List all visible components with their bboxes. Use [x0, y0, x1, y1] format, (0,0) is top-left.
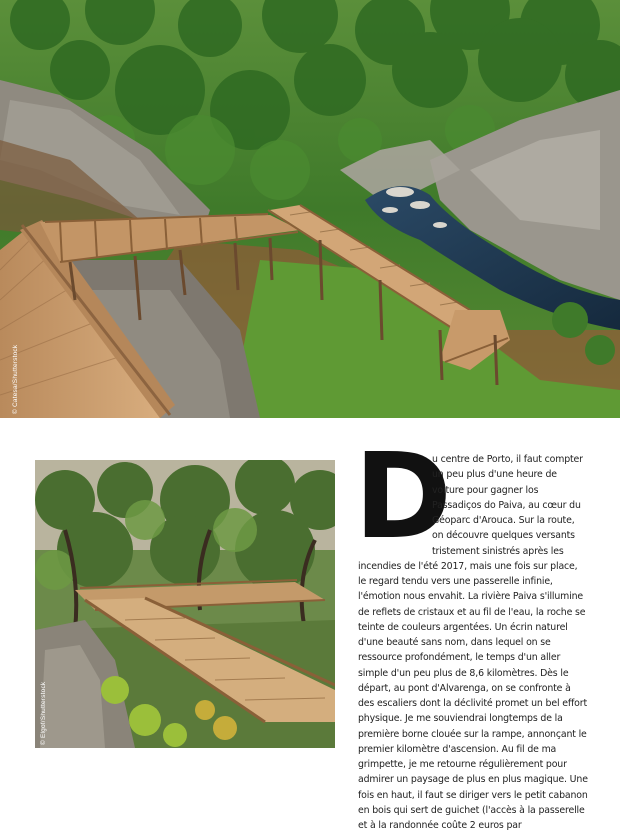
- article-body: [354, 427, 588, 833]
- photo-credit: © Elgof/Shutterstock: [40, 681, 47, 745]
- article-paragraph: u centre de Porto, il faut compter un peu plus d'une heure de voiture pour gagner los Passadiços do Paiva, au cœur du Géoparc d'Arouca. Sur la route, on découvre quelques versants tristement sinistrés après les incendies de l'été 2017, mais une fois sur place, le regard tendu vers une passerelle infinie, l'émotion nous envahit. La rivière Paiva s'illumine de reflets de cristaux et au fil de l'eau, la roche se teinte de couleurs argentées. Un écrin naturel d'une beauté sans nom, dans lequel on se ressource profondément, le temps d'un aller simple d'un peu plus de 8,6 kilomètres. Dès le départ, au pont d'Alvarenga, on se confronte à des escaliers dont la déclivité promet un bel effort physique. Je me souviendrai longtemps de la première borne clouée sur la rampe, annonçant le premier kilomètre d'ascension. Au fil de ma grimpette, je me retourne régulièrement pour admirer un paysage de plus en plus magique. Une fois en haut, il faut se diriger vers le petit cabanon en bois qui sert de guichet (l'accès à la passerelle et à la randonnée coûte 2 euros par: [358, 454, 588, 831]
- trail-photo: [35, 460, 335, 748]
- photo-credit: © Catesa/Shutterstock: [12, 344, 19, 414]
- drop-cap: D: [354, 427, 452, 565]
